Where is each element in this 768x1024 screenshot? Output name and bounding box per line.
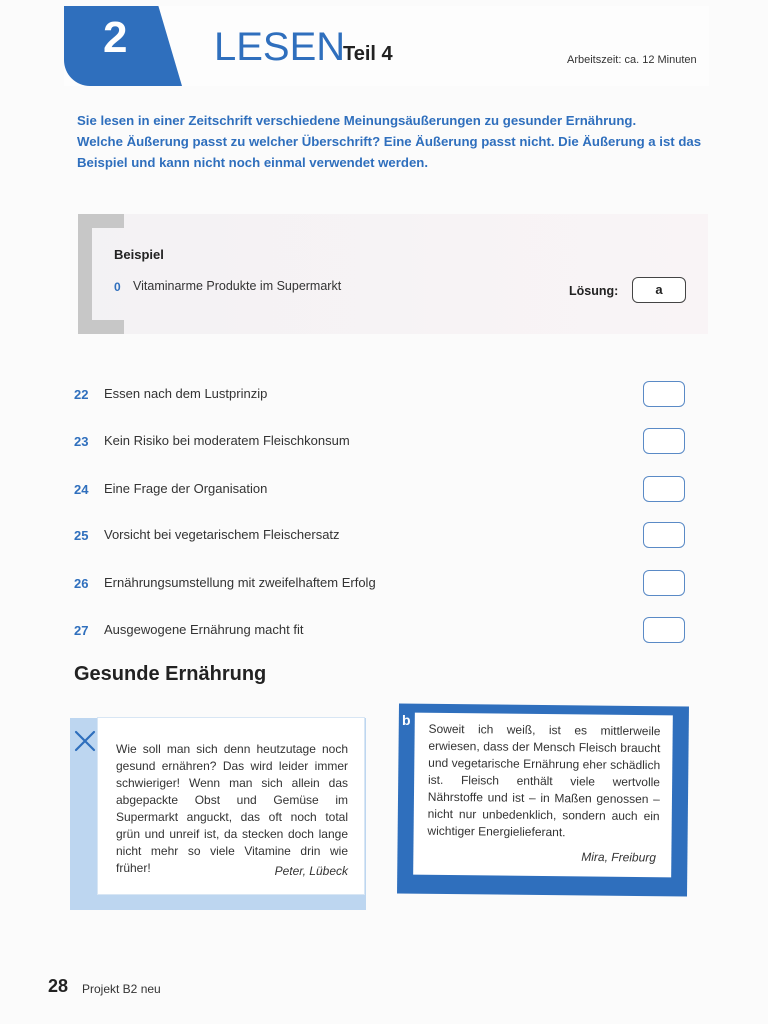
bracket-bottom [78,320,124,334]
work-time: Arbeitszeit: ca. 12 Minuten [567,54,697,66]
bracket-bar [78,214,92,334]
texts-title: Gesunde Ernährung [74,663,267,685]
bracket-top [78,214,124,228]
card-b-letter: b [402,712,411,728]
answer-box[interactable] [643,617,685,643]
answer-box[interactable] [643,428,685,454]
example-box [78,214,708,334]
instructions-line: Welche Äußerung passt zu welcher Überschrift? Eine Äußerung passt nicht. Die Äußerung a ist das [77,134,702,149]
item-text: Vorsicht bei vegetarischem Fleischersatz [104,527,340,542]
item-number: 22 [74,387,89,402]
item-text: Ernährungsumstellung mit zweifelhaftem Erfolg [104,575,376,590]
card-a-signature: Peter, Lübeck [274,864,348,878]
item-row [0,428,768,458]
answer-box[interactable] [643,570,685,596]
example-text: Vitaminarme Produkte im Supermarkt [133,279,342,293]
item-number: 27 [74,623,89,638]
item-number: 25 [74,528,89,543]
example-number: 0 [114,280,121,294]
card-b-signature: Mira, Freiburg [581,849,657,865]
answer-box[interactable] [643,381,685,407]
book-title: Projekt B2 neu [82,982,161,996]
item-row [0,522,768,552]
page-number: 28 [48,976,69,996]
instructions [77,110,717,173]
item-row [0,617,768,647]
example-bracket [78,214,124,334]
section-part: Teil 4 [343,43,393,65]
card-a-text: Wie soll man sich denn heutzutage noch gesund ernähren? Das wird leider immer schwieriger! Wenn man sich allein das abgepackte Obst und Gemüse im Supermarkt anguckt, das oft noch total grün und unreif ist, da stecken doch lange nicht mehr so viele Vitamine drin wie früher! [116,742,348,875]
item-text: Eine Frage der Organisation [104,481,268,496]
card-b-text: Soweit ich weiß, ist es mittlerweile erwiesen, dass der Mensch Fleisch braucht und vegetarische Ernährung eher schädlich ist. Fleisch enthält viele wertvolle Nährstoffe und ist – in Maßen genossen – nicht nur unbedenklich, sondern auch ein wichtiger Energielieferant. [427,721,661,840]
answer-box[interactable] [643,522,685,548]
item-row [0,476,768,506]
item-row [0,570,768,600]
cross-icon [72,728,98,754]
section-title: LESEN [214,25,346,69]
answer-box[interactable] [643,476,685,502]
item-text: Ausgewogene Ernährung macht fit [104,622,304,637]
instructions-line: Sie lesen in einer Zeitschrift verschiedene Meinungsäußerungen zu gesunder Ernährung. [77,113,637,128]
example-heading: Beispiel [114,247,164,262]
item-text: Kein Risiko bei moderatem Fleischkonsum [104,433,350,448]
item-number: 26 [74,576,89,591]
item-row [0,381,768,411]
item-number: 23 [74,434,89,449]
solution-label: Lösung: [569,284,619,298]
item-text: Essen nach dem Lustprinzip [104,386,268,401]
solution-box: a [632,277,686,303]
item-number: 24 [74,482,89,497]
instructions-line: Beispiel und kann nicht noch einmal verwendet werden. [77,155,429,170]
chapter-number: 2 [103,13,128,62]
